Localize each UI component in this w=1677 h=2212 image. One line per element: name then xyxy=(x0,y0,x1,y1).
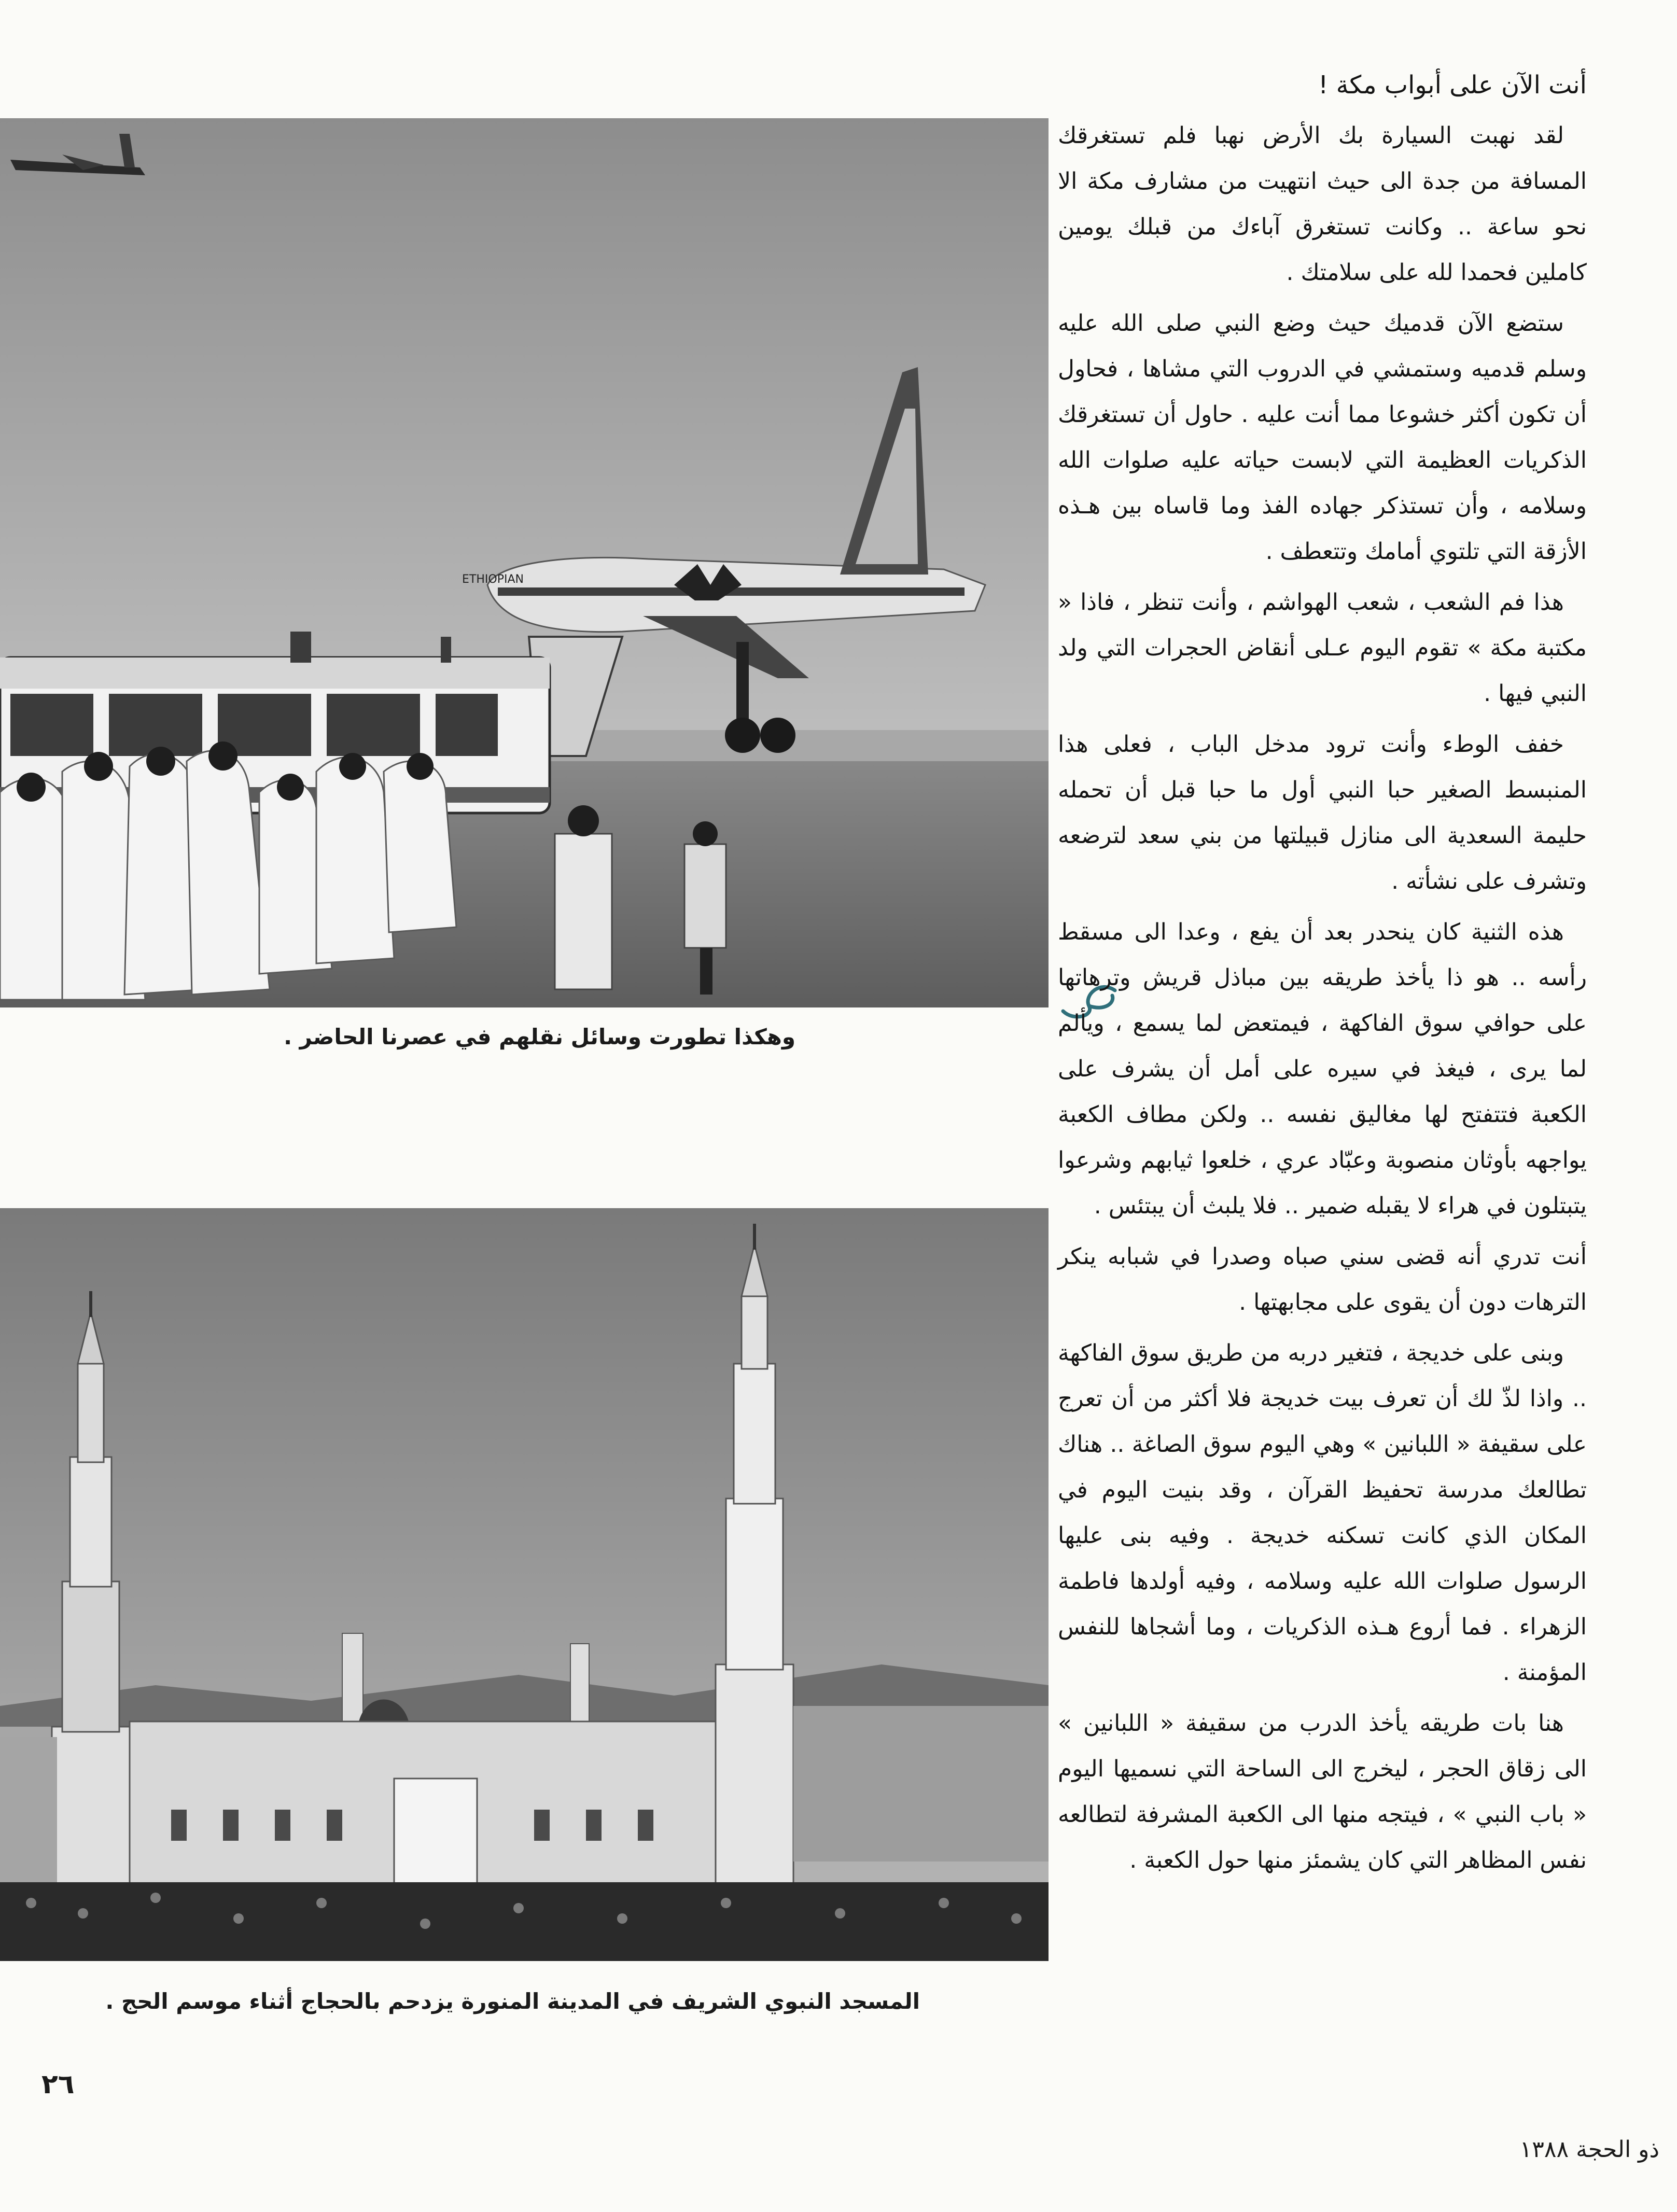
article-paragraph: لقد نهبت السيارة بك الأرض نهبا فلم تستغرقك المسافة من جدة الى حيث انتهيت من مشارف مكة الا نحو ساعة .. وكانت تستغرق آباءك من قبلك يومين كاملين فحمدا لله على سلامتك . xyxy=(1058,122,1587,286)
page-number: ٢٦ xyxy=(41,2069,75,2100)
article-paragraph: أنت تدري أنه قضى سني صباه وصدرا في شبابه ينكر الترهات دون أن يقوى على مجابهتها . xyxy=(1058,1243,1587,1315)
article-paragraph: هذا فم الشعب ، شعب الهواشم ، وأنت تنظر ، فاذا « مكتبة مكة » تقوم اليوم عـلى أنقاض الحجرات التي ولد النبي فيها . xyxy=(1058,589,1587,707)
issue-date: ذو الحجة ١٣٨٨ xyxy=(1519,2136,1659,2163)
article-text-column xyxy=(1058,62,1587,2064)
mosque-scene-image xyxy=(0,1208,1049,1961)
bottom-photo-caption: المسجد النبوي الشريف في المدينة المنورة يزدحم بالحجاج أثناء موسم الحج . xyxy=(105,1989,920,2014)
top-photo-caption: وهكذا تطورت وسائل نقلهم في عصرنا الحاضر . xyxy=(284,1024,795,1049)
article-paragraph: هنا بات طريقه يأخذ الدرب من سقيفة « اللبانين » الى زقاق الحجر ، ليخرج الى الساحة التي نسميها اليوم « باب النبي » ، فيتجه منها الى الكعبة المشرفة لتطالعه نفس المظاهر التي كان يشمئز منها حول الكعبة . xyxy=(1058,1710,1587,1873)
article-paragraph: خفف الوطء وأنت ترود مدخل الباب ، فعلى هذا المنبسط الصغير حبا النبي أول ما حبا قبل أن تحمله حليمة السعدية الى منازل قبيلتها من بني سعد لترضعه وتشرف على نشأته . xyxy=(1058,731,1587,894)
article-paragraph: هذه الثنية كان ينحدر بعد أن يفع ، وعدا الى مسقط رأسه .. هو ذا يأخذ طريقه بين مباذل قريش وترهاتها على حوافي سوق الفاكهة ، فيمتعض لما يسمع ، ويألم لما يرى ، فيغذ في سيره على أمل أن يشرف على الكعبة فتتفتح لها مغاليق نفسه .. ولكن مطاف الكعبة يواجهه بأوثان منصوبة وعبّاد عري ، خلعوا ثيابهم وشرعوا يتبتلون في هراء لا يقبله ضمير .. فلا يلبث أن يبتئس . xyxy=(1058,919,1587,1219)
article-paragraph: ستضع الآن قدميك حيث وضع النبي صلى الله عليه وسلم قدميه وستمشي في الدروب التي مشاها ، فحاول أن تكون أكثر خشوعا مما أنت عليه . حاول أن تستغرقك الذكريات العظيمة التي لابست حياته عليه صلوات الله وسلامه ، وأن تستذكر جهاده الفذ وما قاساه بين هـذه الأزقة التي تلتوي أمامك وتتعطف . xyxy=(1058,310,1587,565)
article-paragraph: أنت الآن على أبواب مكة ! xyxy=(1318,71,1587,100)
prophets-mosque-photo xyxy=(0,1208,1049,1961)
airport-scene-image xyxy=(0,118,1049,1007)
airline-label: ETHIOPIAN xyxy=(462,573,524,586)
airport-pilgrims-photo xyxy=(0,118,1049,1007)
article-paragraph: وبنى على خديجة ، فتغير دربه من طريق سوق الفاكهة .. واذا لذّ لك أن تعرف بيت خديجة فلا أكثر من أن تعرج على سقيفة « اللبانين » وهي اليوم سوق الصاغة .. هناك تطالعك مدرسة تحفيظ القرآن ، وقد بنيت اليوم في المكان الذي كانت تسكنه خديجة . وفيه بنى عليها الرسول صلوات الله عليه وسلامه ، وفيه أولدها فاطمة الزهراء . فما أروع هـذه الذكريات ، وما أشجاها للنفس المؤمنة . xyxy=(1058,1340,1587,1686)
